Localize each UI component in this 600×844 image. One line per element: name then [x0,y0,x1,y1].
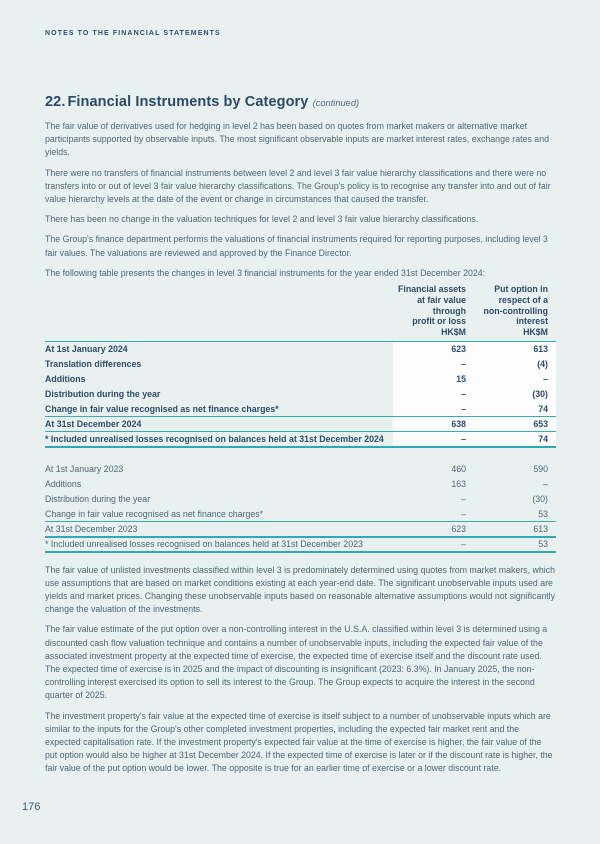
value-cell: 74 [481,402,556,417]
value-cell: 623 [393,342,481,357]
paragraph: The fair value of unlisted investments classified within level 3 is predominately determined using quotes from market makers, which use assumptions that are based on market conditions existing at each year-end date. The significant unobservable inputs used are yields and market prices. Changing these unobservable inputs based on reasonable alternative assumptions would not significantly change the valuation of the investments. [45,564,556,615]
table-row [45,402,556,417]
paragraph: The Group's finance department performs the valuations of financial instruments required for reporting purposes, including level 3 fair values. The valuations are reviewed and approved by the Finance Director. [45,234,548,258]
value-cell: 53 [481,537,556,552]
table-total-row [45,522,556,537]
table-total-row [45,417,556,432]
table-row [45,477,556,492]
value-cell: 653 [481,417,556,432]
paragraph: The following table presents the changes in level 3 financial instruments for the year ended 31st December 2024: [45,267,486,278]
section-number: 22. [45,94,66,110]
paragraph: There has been no change in the valuation techniques for level 2 and level 3 fair value hierarchy classifications. [45,214,479,225]
value-cell: 623 [393,522,481,537]
table-row [45,462,556,477]
report-page [0,30,600,844]
paragraph: The fair value of derivatives used for hedging in level 2 has been based on quotes from market makers or alternative market participants supported by observable inputs. The most significant observable inputs are market interest rates, exchange rates and yields. [45,121,549,158]
value-cell: 163 [451,479,466,490]
table-footnote-row [45,537,556,552]
paragraph: The fair value estimate of the put option over a non-controlling interest in the U.S.A. classified within level 3 is determined using a discounted cash flow valuation technique and contains a number of unobservable inputs, including the expected fair value of the associated investment property at the expected time of exercise, the expected time of exercise itself and the discount rate used. The expected time of exercise is in 2025 and the impact of discounting is insignificant (2023: 6.3%). In January 2025, the non-controlling interest exercised its option to sell its interest to the Group. The Group expects to acquire the interest in the second quarter of 2025. [45,624,548,701]
level3-movements-table-2023 [45,462,556,553]
value-cell: 74 [481,432,556,447]
table-row [45,387,556,402]
level3-movements-table-2024 [45,284,556,447]
page-content [45,30,556,776]
section-title-text: Financial Instruments by Category [67,94,309,110]
table-row [45,507,556,522]
table-header-row [45,284,556,341]
value-cell: – [393,537,481,552]
row-label: * Included unrealised losses recognised on balances held at 31st December 2024 [45,432,393,447]
value-cell: – [393,387,481,402]
value-cell: (4) [481,357,556,372]
value-cell: 53 [538,508,548,519]
value-cell: (30) [481,387,556,402]
value-cell: 613 [481,342,556,357]
value-cell: 460 [451,464,466,475]
row-label: Distribution during the year [45,389,161,400]
value-cell: – [393,432,481,447]
row-label: Additions [45,479,82,490]
value-cell: 638 [393,417,481,432]
running-header: NOTES TO THE FINANCIAL STATEMENTS [45,30,221,37]
row-label: Change in fair value recognised as net finance charges* [45,403,279,414]
value-cell: – [481,372,556,387]
paragraph: The investment property's fair value at the expected time of exercise is itself subject to a number of unobservable inputs which are similar to the inputs for the Group's other completed investment properties, including the expected fair market rent and the expected capitalisation rate. If the investment property's expected fair value at the time of exercise is higher, the fair value of the put option would also be higher at 31st December 2024. If the expected time of exercise is later or if the discount rate is higher, the fair value of the put option would be lower. The opposite is true for an earlier time of exercise or a lower discount rate. [45,710,553,774]
value-cell: – [393,357,481,372]
value-cell: (30) [532,494,548,505]
page-number: 176 [22,801,41,813]
section-continued-label: (continued) [312,98,360,108]
table-row [45,372,556,387]
row-label: At 1st January 2024 [45,344,128,355]
row-label: At 31st December 2023 [45,522,393,537]
value-cell: 613 [481,522,556,537]
section-title [45,94,556,110]
table-footnote-row [45,432,556,447]
column-header-put-option: Put option in respect of a non-controlling interest HK$M [481,284,556,341]
value-cell: – [461,494,466,505]
value-cell: – [461,508,466,519]
header-spacer [45,284,393,341]
row-label: At 1st January 2023 [45,464,124,475]
row-label: At 31st December 2024 [45,417,393,432]
value-cell: 15 [393,372,481,387]
row-label: Additions [45,374,86,385]
table-row [45,342,556,357]
value-cell: – [543,479,548,490]
table-row [45,357,556,372]
paragraph: There were no transfers of financial instruments between level 2 and level 3 fair value hierarchy classifications and there were no transfers into or out of level 3 fair value hierarchy classifications. The Group's policy is to recognise any transfer into and out of fair value hierarchy levels at the date of the event or change in circumstances that caused the transfer. [45,167,551,205]
column-header-financial-assets: Financial assets at fair value through profit or loss HK$M [393,284,481,341]
table-row [45,492,556,507]
row-label: Change in fair value recognised as net finance charges* [45,508,264,519]
row-label: Distribution during the year [45,494,151,505]
row-label: Translation differences [45,359,142,370]
row-label: * Included unrealised losses recognised on balances held at 31st December 2023 [45,537,393,552]
value-cell: 590 [533,464,548,475]
value-cell: – [393,402,481,417]
